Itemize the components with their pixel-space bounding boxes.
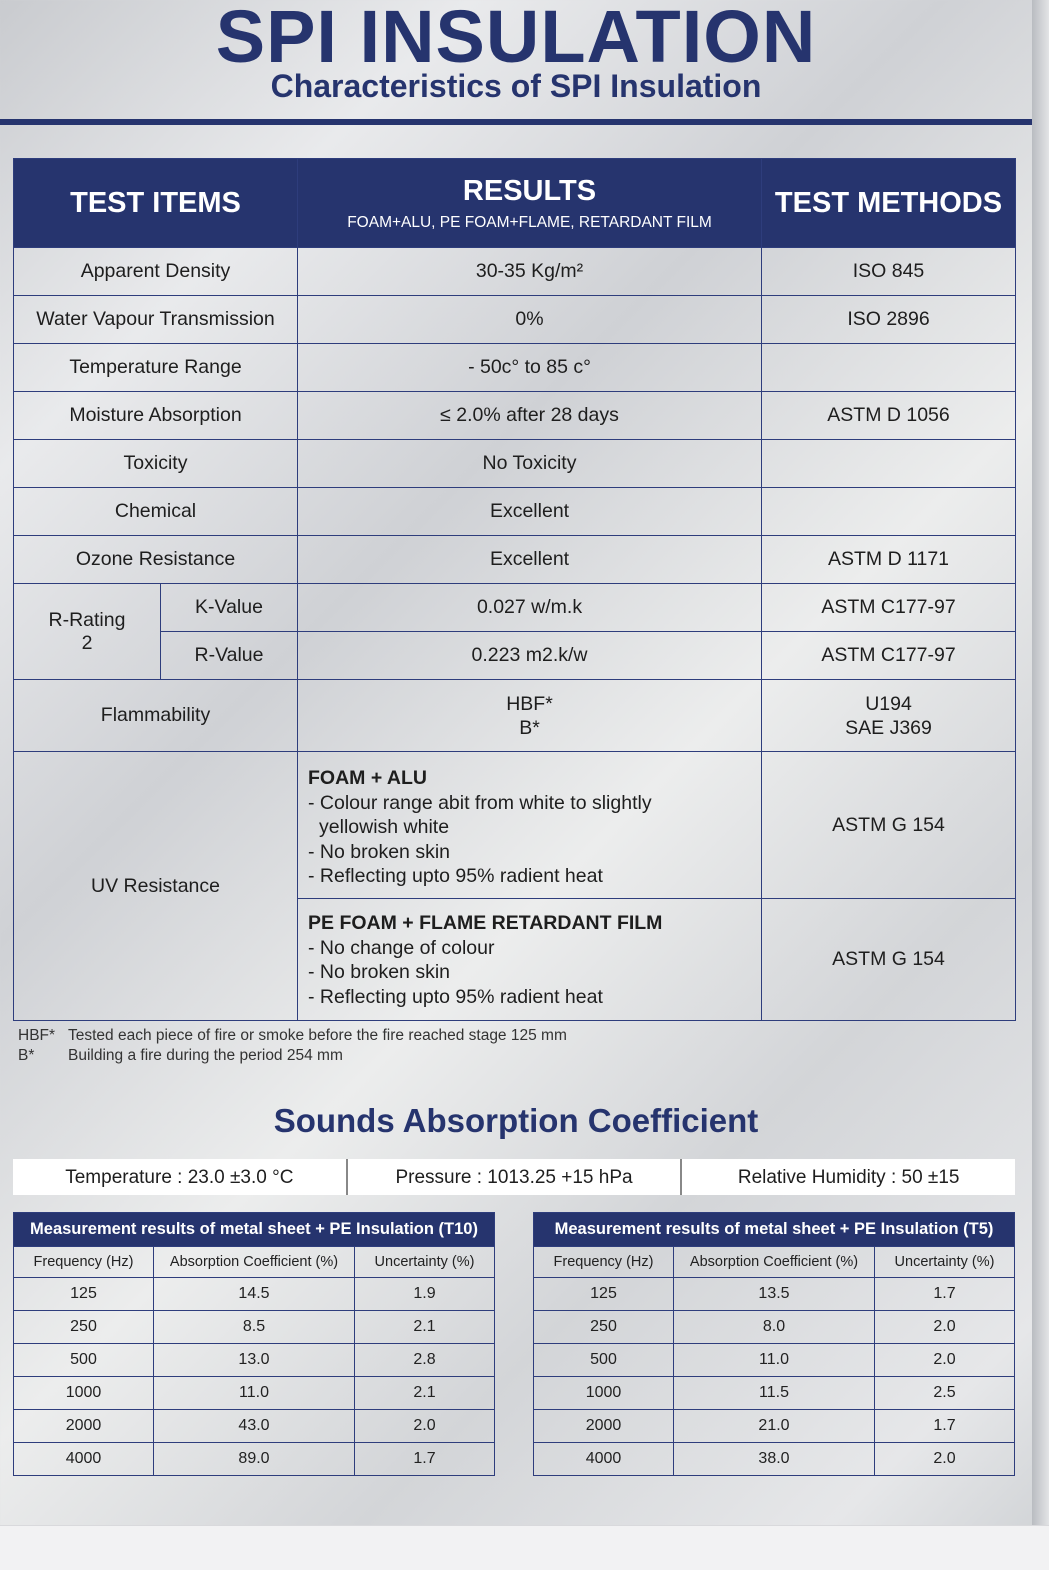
table-row: 125 13.5 1.7 [534, 1278, 1015, 1311]
condition-humidity: Relative Humidity : 50 ±15 [680, 1159, 1015, 1195]
table-row-flammability: Flammability HBF* B* U194 SAE J369 [14, 680, 1016, 752]
header-test-items: TEST ITEMS [14, 159, 298, 248]
table-row: 2000 21.0 1.7 [534, 1410, 1015, 1443]
table-row: 250 8.5 2.1 [14, 1311, 495, 1344]
table-row: 4000 89.0 1.7 [14, 1443, 495, 1476]
uv-foam-alu-result: FOAM + ALU - Colour range abit from white to slightly yellowish white - No broken skin - Reflecting upto 95% radient heat [298, 752, 762, 899]
measurement-table-t10: Measurement results of metal sheet + PE Insulation (T10) Frequency (Hz) Absorption Coefficient (%) Uncertainty (%) 125 14.5 1.9 250 8.5 2.1 500 13.0 2.8 1000 11.0 2.1 2000 43.0 2.0 4000 89.0 1.7 [13, 1212, 495, 1476]
table-row-r-value: R-Value 0.223 m2.k/w ASTM C177-97 [14, 632, 1016, 680]
footnote: B* Building a fire during the period 254 mm [18, 1047, 343, 1064]
page-title: SPI INSULATION [215, 0, 817, 78]
test-conditions-bar [13, 1159, 1015, 1195]
header-results: RESULTS FOAM+ALU, PE FOAM+FLAME, RETARDANT FILM [298, 159, 762, 248]
measurement-table-t5: Measurement results of metal sheet + PE Insulation (T5) Frequency (Hz) Absorption Coefficient (%) Uncertainty (%) 125 13.5 1.7 250 8.0 2.0 500 11.0 2.0 1000 11.5 2.5 2000 21.0 1.7 4000 38.0 2.0 [533, 1212, 1015, 1476]
table-row: 500 11.0 2.0 [534, 1344, 1015, 1377]
table-row: Temperature Range - 50c° to 85 c° [14, 344, 1016, 392]
r-rating-label: R-Rating 2 [14, 584, 161, 680]
table-row-uv-pe-foam: PE FOAM + FLAME RETARDANT FILM - No change of colour - No broken skin - Reflecting upto 95% radient heat ASTM G 154 [14, 899, 1016, 1021]
footnote: HBF* Tested each piece of fire or smoke before the fire reached stage 125 mm [18, 1027, 567, 1044]
page-edge [1032, 0, 1049, 1525]
uv-pe-foam-result: PE FOAM + FLAME RETARDANT FILM - No change of colour - No broken skin - Reflecting upto 95% radient heat [298, 899, 762, 1021]
condition-pressure: Pressure : 1013.25 +15 hPa [346, 1159, 681, 1195]
table-row: Water Vapour Transmission 0% ISO 2896 [14, 296, 1016, 344]
table-row: 125 14.5 1.9 [14, 1278, 495, 1311]
footnotes [18, 1026, 567, 1066]
table-row-uv-foam-alu: UV Resistance FOAM + ALU - Colour range abit from white to slightly yellowish white - No broken skin - Reflecting upto 95% radient heat ASTM G 154 [14, 752, 1016, 899]
table-row: 500 13.0 2.8 [14, 1344, 495, 1377]
header-test-methods: TEST METHODS [762, 159, 1016, 248]
table-row: Chemical Excellent [14, 488, 1016, 536]
viewer-bottom-bar [0, 1525, 1049, 1570]
sound-section-title: Sounds Absorption Coefficient [273, 1102, 759, 1139]
table-row: Apparent Density 30-35 Kg/m² ISO 845 [14, 248, 1016, 296]
table-row: 1000 11.0 2.1 [14, 1377, 495, 1410]
table-row: Toxicity No Toxicity [14, 440, 1016, 488]
table-row: 2000 43.0 2.0 [14, 1410, 495, 1443]
table-row: Ozone Resistance Excellent ASTM D 1171 [14, 536, 1016, 584]
page-subtitle: Characteristics of SPI Insulation [270, 68, 762, 104]
table-row: 250 8.0 2.0 [534, 1311, 1015, 1344]
condition-temperature: Temperature : 23.0 ±3.0 °C [65, 1167, 294, 1188]
table-row-k-value: R-Rating 2 K-Value 0.027 w/m.k ASTM C177-97 [14, 584, 1016, 632]
table-row: Moisture Absorption ≤ 2.0% after 28 days ASTM D 1056 [14, 392, 1016, 440]
table-row: 1000 11.5 2.5 [534, 1377, 1015, 1410]
header-rule [0, 119, 1032, 125]
characteristics-table [13, 158, 1016, 1021]
table-row: 4000 38.0 2.0 [534, 1443, 1015, 1476]
